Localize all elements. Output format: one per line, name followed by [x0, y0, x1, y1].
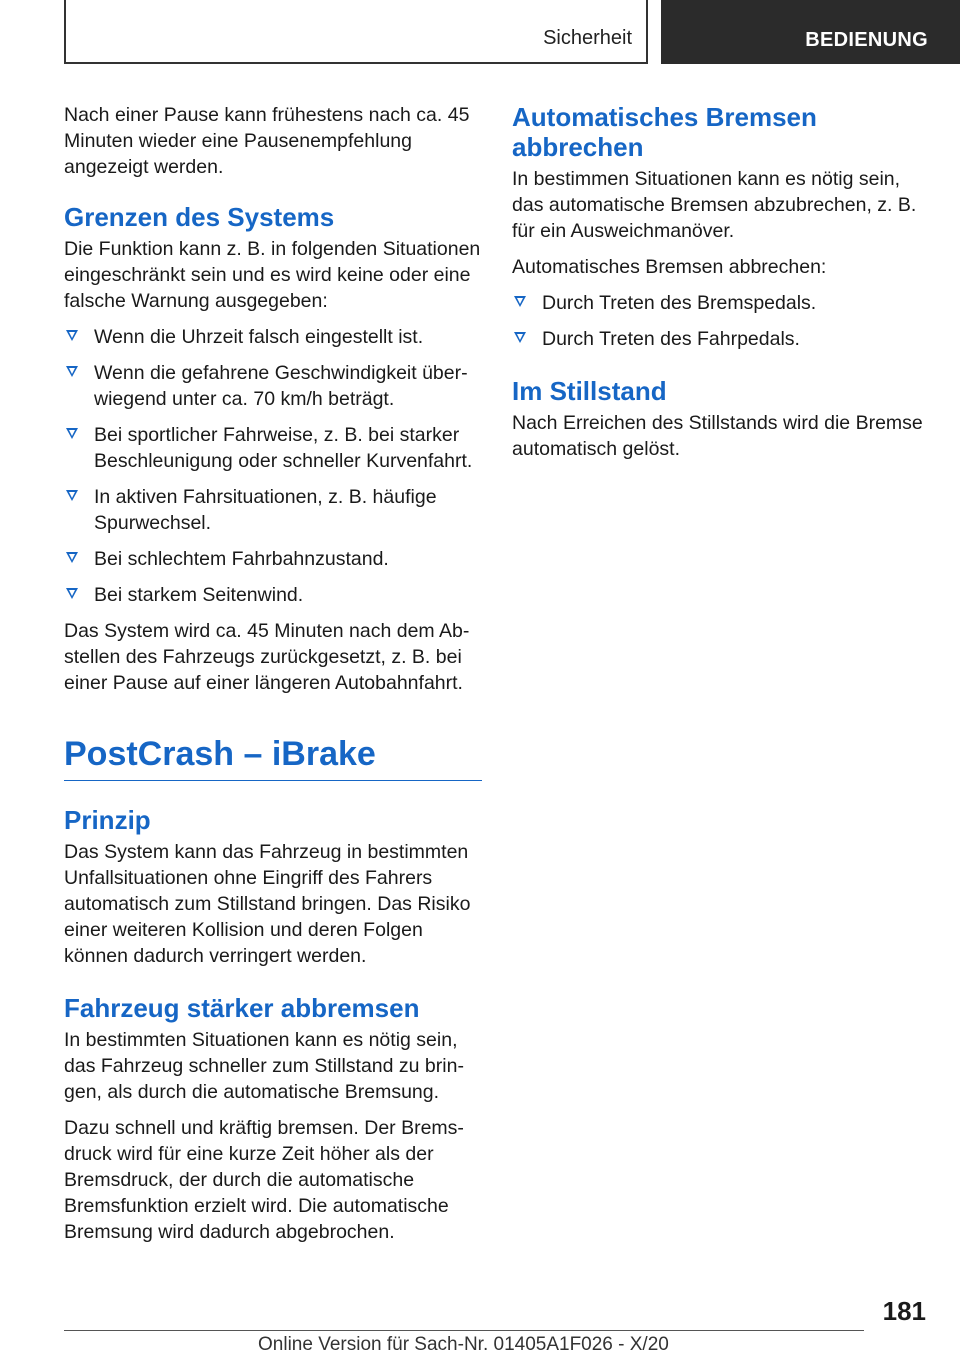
prinzip-text: Das System kann das Fahrzeug in bestimmten Unfallsituationen ohne Eingriff des Fahrers automatisch zum Stillstand bringen. Das Risiko einer weiteren Kollision und deren Folgen können dadurch verringert werden.: [64, 841, 471, 967]
list-item: Durch Treten des Fahrpedals.: [512, 326, 932, 352]
footer-divider: [64, 1330, 864, 1331]
reset-text: Das System wird ca. 45 Minuten nach dem Abstellen des Fahrzeugs zurückgesetzt, z. B. bei einer Pause auf einer längeren Autobahnfahrt.: [64, 620, 470, 694]
list-item: Wenn die Uhrzeit falsch eingestellt ist.: [64, 324, 482, 350]
footer-online-version: Online Version für Sach-Nr. 01405A1F026 - X/20: [258, 1334, 669, 1355]
stillstand-heading: Im Stillstand: [512, 376, 667, 406]
triangle-bullet-icon: [66, 588, 78, 599]
grenzen-heading: Grenzen des Systems: [64, 202, 335, 232]
header-chapter-tab: [661, 0, 960, 64]
abbrechen-heading: Automatisches Bremsen abbrechen: [512, 102, 817, 162]
triangle-bullet-icon: [66, 490, 78, 501]
triangle-bullet-icon: [66, 330, 78, 341]
grenzen-list: [64, 324, 482, 608]
list-item: Bei starkem Seitenwind.: [64, 582, 482, 608]
triangle-bullet-icon: [66, 552, 78, 563]
list-item: Wenn die gefahrene Geschwindigkeit überwiegend unter ca. 70 km/h beträgt.: [64, 360, 482, 412]
triangle-bullet-icon: [66, 366, 78, 377]
page-number: 181: [882, 1296, 926, 1326]
list-item: Bei sportlicher Fahrweise, z. B. bei starker Beschleunigung oder schneller Kurvenfahrt.: [64, 422, 482, 474]
list-item: Bei schlechtem Fahrbahnzustand.: [64, 546, 482, 572]
abbrechen-list: [512, 290, 932, 352]
right-column: [512, 102, 932, 472]
postcrash-title: PostCrash – iBrake: [64, 732, 482, 781]
list-item: In aktiven Fahrsituationen, z. B. häufige Spurwechsel.: [64, 484, 482, 536]
triangle-bullet-icon: [514, 296, 526, 307]
staerker-text-2: Dazu schnell und kräftig bremsen. Der Bremsdruck wird für eine kurze Zeit höher als der Bremsdruck, der durch die automatische Bremsfunktion erzielt wird. Die automatische Bremsung wird dadurch abgebrochen.: [64, 1117, 464, 1243]
triangle-bullet-icon: [514, 332, 526, 343]
staerker-heading: Fahrzeug stärker abbremsen: [64, 993, 420, 1023]
triangle-bullet-icon: [66, 428, 78, 439]
header-chapter-label: BEDIENUNG: [805, 29, 928, 51]
abbrechen-label: Automatisches Bremsen abbrechen:: [512, 256, 827, 278]
staerker-text-1: In bestimmten Situationen kann es nötig sein, das Fahrzeug schneller zum Stillstand zu bringen, als durch die automatische Bremsung.: [64, 1029, 464, 1103]
list-item: Durch Treten des Bremspedals.: [512, 290, 932, 316]
intro-paragraph: Nach einer Pause kann frühestens nach ca. 45 Minuten wieder eine Pausenempfehlung angezeigt werden.: [64, 104, 470, 178]
grenzen-text: Die Funktion kann z. B. in folgenden Situationen eingeschränkt sein und es wird keine oder eine falsche Warnung ausgegeben:: [64, 238, 481, 312]
prinzip-heading: Prinzip: [64, 805, 151, 835]
header-section-tab: [64, 0, 648, 64]
left-column: [64, 102, 482, 1255]
header-section-label: Sicherheit: [543, 27, 632, 49]
stillstand-text: Nach Erreichen des Stillstands wird die Bremse automatisch gelöst.: [512, 412, 923, 460]
abbrechen-text: In bestimmen Situationen kann es nötig sein, das automatische Bremsen abzubrechen, z. B. für ein Ausweichmanöver.: [512, 168, 917, 242]
